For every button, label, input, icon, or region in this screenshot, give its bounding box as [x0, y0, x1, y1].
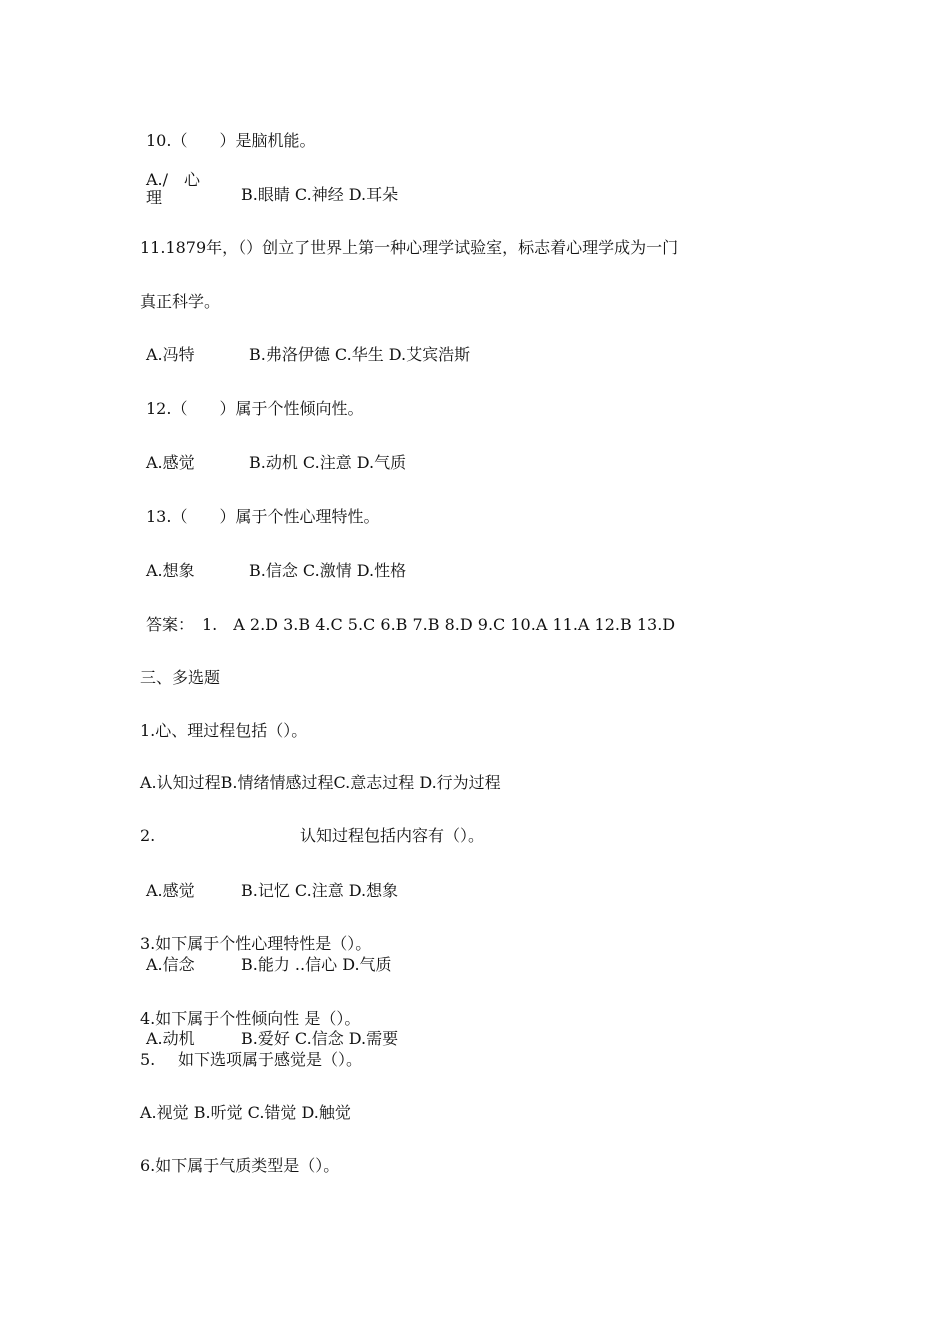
m2-stem: 认知过程包括内容有（）。 — [300, 826, 485, 845]
m2-option-a: A.感觉 — [146, 881, 195, 900]
m5-stem: 如下选项属于感觉是（）。 — [178, 1050, 363, 1069]
m1-stem: 1.心、理过程包括（）。 — [140, 721, 308, 740]
q10-option-a-top: A./ 心 — [146, 170, 201, 189]
m3-options-rest: B.能力 ..信心 D.气质 — [241, 955, 392, 974]
q10-options-rest: B.眼睛 C.神经 D.耳朵 — [241, 185, 399, 204]
m3-option-a: A.信念 — [146, 955, 195, 974]
m4-stem: 4.如下属于个性倾向性 是（）。 — [140, 1009, 361, 1028]
q13-options-rest: B.信念 C.激情 D.性格 — [249, 561, 407, 580]
m3-stem: 3.如下属于个性心理特性是（）。 — [140, 934, 372, 953]
q12-stem: 12.（ ）属于个性倾向性。 — [146, 399, 364, 418]
m2-options-rest: B.记忆 C.注意 D.想象 — [241, 881, 399, 900]
q13-option-a: A.想象 — [146, 561, 195, 580]
q13-stem: 13.（ ）属于个性心理特性。 — [146, 507, 380, 526]
q10-stem: 10.（ ）是脑机能。 — [146, 131, 316, 150]
answer-key: 答案： 1. A 2.D 3.B 4.C 5.C 6.B 7.B 8.D 9.C 10.A 11.A 12.B 13.D — [146, 615, 676, 634]
m5-options: A.视觉 B.听觉 C.错觉 D.触觉 — [140, 1103, 351, 1122]
m4-option-a: A.动机 — [146, 1029, 195, 1048]
m1-options: A.认知过程B.情绪情感过程C.意志过程 D.行为过程 — [140, 773, 501, 792]
q11-option-a: A.冯特 — [146, 345, 195, 364]
section-heading: 三、多选题 — [140, 668, 221, 687]
m2-number: 2. — [140, 826, 156, 845]
m6-stem: 6.如下属于气质类型是（）。 — [140, 1156, 340, 1175]
q10-option-a-bottom: 理 — [146, 188, 163, 207]
q11-stem-line2: 真正科学。 — [140, 292, 221, 311]
q11-stem-line1: 11.1879年，（）创立了世界上第一种心理学试验室，标志着心理学成为一门 — [140, 238, 679, 257]
q12-option-a: A.感觉 — [146, 453, 195, 472]
q11-options-rest: B.弗洛伊德 C.华生 D.艾宾浩斯 — [249, 345, 471, 364]
m5-number: 5. — [140, 1050, 156, 1069]
m4-options-rest: B.爱好 C.信念 D.需要 — [241, 1029, 399, 1048]
q12-options-rest: B.动机 C.注意 D.气质 — [249, 453, 407, 472]
